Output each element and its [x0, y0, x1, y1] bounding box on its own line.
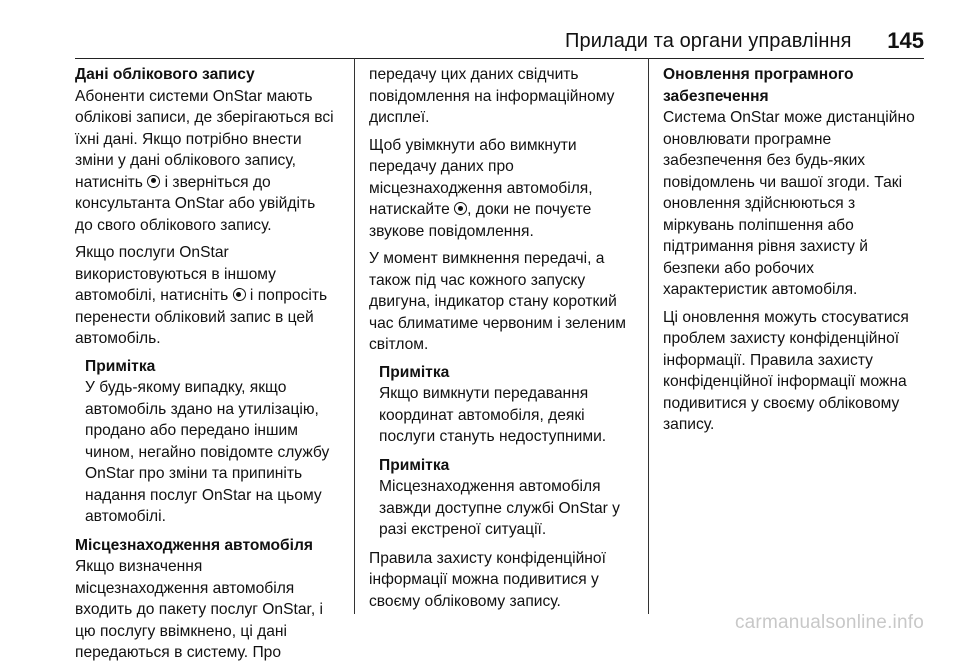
text-fragment: автомобілі, натисніть: [75, 287, 229, 304]
text-line: У будь-якому випадку, якщо: [85, 379, 287, 396]
text-line: Якщо визначення: [75, 558, 203, 575]
column-divider: [354, 58, 355, 614]
text-line: передачу цих даних свідчить: [369, 66, 579, 83]
paragraph: [663, 107, 925, 301]
text-line: [75, 285, 345, 307]
text-line: міркувань поліпшення або: [663, 216, 854, 234]
paragraph: [369, 248, 639, 356]
section-heading: Місцезнаходження автомобіля: [75, 536, 314, 554]
page-header: [75, 22, 924, 59]
text-line: характеристик автомобіля.: [663, 281, 858, 298]
text-line: до свого облікового запису.: [75, 216, 272, 234]
column-divider: [648, 58, 649, 614]
text-line: OnStar про зміни та припиніть: [85, 465, 303, 482]
text-line: час блиматиме червоним і зеленим: [369, 314, 626, 332]
text-line: перенести обліковий запис в цей: [75, 308, 314, 326]
text-line: оновлювати програмне: [663, 130, 832, 148]
text-line: Місцезнаходження автомобіля: [379, 478, 601, 495]
note-title: Примітка: [85, 357, 156, 375]
text-fragment: і зверніться до: [164, 173, 271, 191]
text-line: інформації можна подивитися у: [369, 571, 599, 588]
text-line: використовуються в іншому: [75, 265, 276, 283]
text-line: подивитися у своєму обліковому: [663, 394, 900, 412]
text-line: цю послугу ввімкнено, ці дані: [75, 622, 287, 640]
text-line: продано або передано іншим: [85, 422, 298, 439]
page-number: 145: [887, 28, 924, 53]
section-heading: Оновлення програмного: [663, 66, 854, 83]
text-line: Абоненти системи OnStar мають: [75, 87, 313, 105]
text-line: запису.: [663, 416, 715, 433]
section-heading: забезпечення: [663, 87, 769, 105]
paragraph: [75, 86, 345, 237]
text-line: чином, негайно повідомте службу: [85, 443, 330, 461]
paragraph: [369, 64, 639, 129]
text-line: звукове повідомлення.: [369, 222, 534, 240]
paragraph: [369, 548, 639, 613]
text-line: входить до пакету послуг OnStar, і: [75, 601, 323, 618]
note-box: [75, 356, 345, 528]
text-line: Якщо послуги OnStar: [75, 244, 229, 261]
column-2: [369, 64, 639, 618]
text-line: передаються в систему. Про: [75, 644, 281, 661]
text-line: координат автомобіля, деякі: [379, 406, 585, 424]
text-line: двигуна, індикатор стану короткий: [369, 293, 617, 310]
text-line: їхні дані. Якщо потрібно внести: [75, 130, 302, 148]
note-box: [369, 455, 639, 541]
text-fragment: і попросіть: [249, 287, 328, 304]
text-line: разі екстреної ситуації.: [379, 521, 547, 538]
text-line: проблем захисту конфіденційної: [663, 330, 900, 347]
text-line: місцезнаходження автомобіля: [75, 579, 295, 597]
watermark: carmanualsonline.info: [734, 612, 924, 633]
onstar-button-icon: [147, 175, 160, 188]
text-line: оновлення здійснюються з: [663, 195, 856, 212]
text-line: консультанта OnStar або увійдіть: [75, 195, 316, 212]
text-line: своєму обліковому запису.: [369, 592, 561, 610]
text-line: дисплеї.: [369, 109, 430, 126]
section-heading: Дані облікового запису: [75, 66, 255, 83]
text-fragment: натискайте: [369, 201, 450, 218]
text-line: Щоб увімкнути або вимкнути: [369, 136, 577, 154]
column-1: [75, 64, 345, 670]
text-line: забезпечення без будь-яких: [663, 152, 866, 169]
text-line: автомобіль.: [75, 330, 161, 347]
text-line: Система OnStar може дистанційно: [663, 109, 915, 126]
note-title: Примітка: [379, 456, 450, 474]
paragraph: [75, 556, 345, 664]
text-line: Якщо вимкнути передавання: [379, 385, 589, 402]
text-line: місцезнаходження автомобіля,: [369, 179, 593, 197]
text-line: передачу даних про: [369, 158, 514, 175]
page-title: Прилади та органи управління: [565, 30, 852, 52]
text-line: автомобілі.: [85, 508, 166, 525]
text-line: Правила захисту конфіденційної: [369, 549, 606, 567]
text-line: також під час кожного запуску: [369, 271, 586, 289]
text-line: зміни у дані облікового запису,: [75, 152, 296, 169]
note-box: [369, 362, 639, 448]
text-line: повідомлень чи вашої згоди. Такі: [663, 173, 903, 191]
text-line: облікові записи, де зберігаються всі: [75, 109, 334, 126]
paragraph: [369, 135, 639, 243]
paragraph: [75, 242, 345, 350]
text-fragment: натисніть: [75, 173, 143, 191]
text-line: [75, 172, 345, 194]
column-3: [663, 64, 925, 442]
privacy-button-icon: [454, 202, 467, 215]
text-line: надання послуг OnStar на цьому: [85, 486, 322, 504]
text-fragment: , доки не почуєте: [467, 201, 592, 218]
note-title: Примітка: [379, 363, 450, 381]
text-line: завжди доступне службі OnStar у: [379, 499, 620, 517]
text-line: Ці оновлення можуть стосуватися: [663, 308, 909, 326]
text-line: послуги стануть недоступними.: [379, 428, 607, 445]
text-line: конфіденційної інформації можна: [663, 373, 907, 390]
text-line: У момент вимкнення передачі, а: [369, 250, 605, 267]
text-line: підтримання рівня захисту й: [663, 238, 869, 255]
text-line: інформації. Правила захисту: [663, 351, 873, 369]
text-line: [369, 199, 639, 221]
text-line: повідомлення на інформаційному: [369, 87, 615, 105]
text-line: безпеки або робочих: [663, 259, 815, 277]
text-line: світлом.: [369, 336, 429, 353]
onstar-button-icon: [233, 288, 246, 301]
paragraph: [663, 307, 925, 436]
text-line: автомобіль здано на утилізацію,: [85, 400, 319, 418]
